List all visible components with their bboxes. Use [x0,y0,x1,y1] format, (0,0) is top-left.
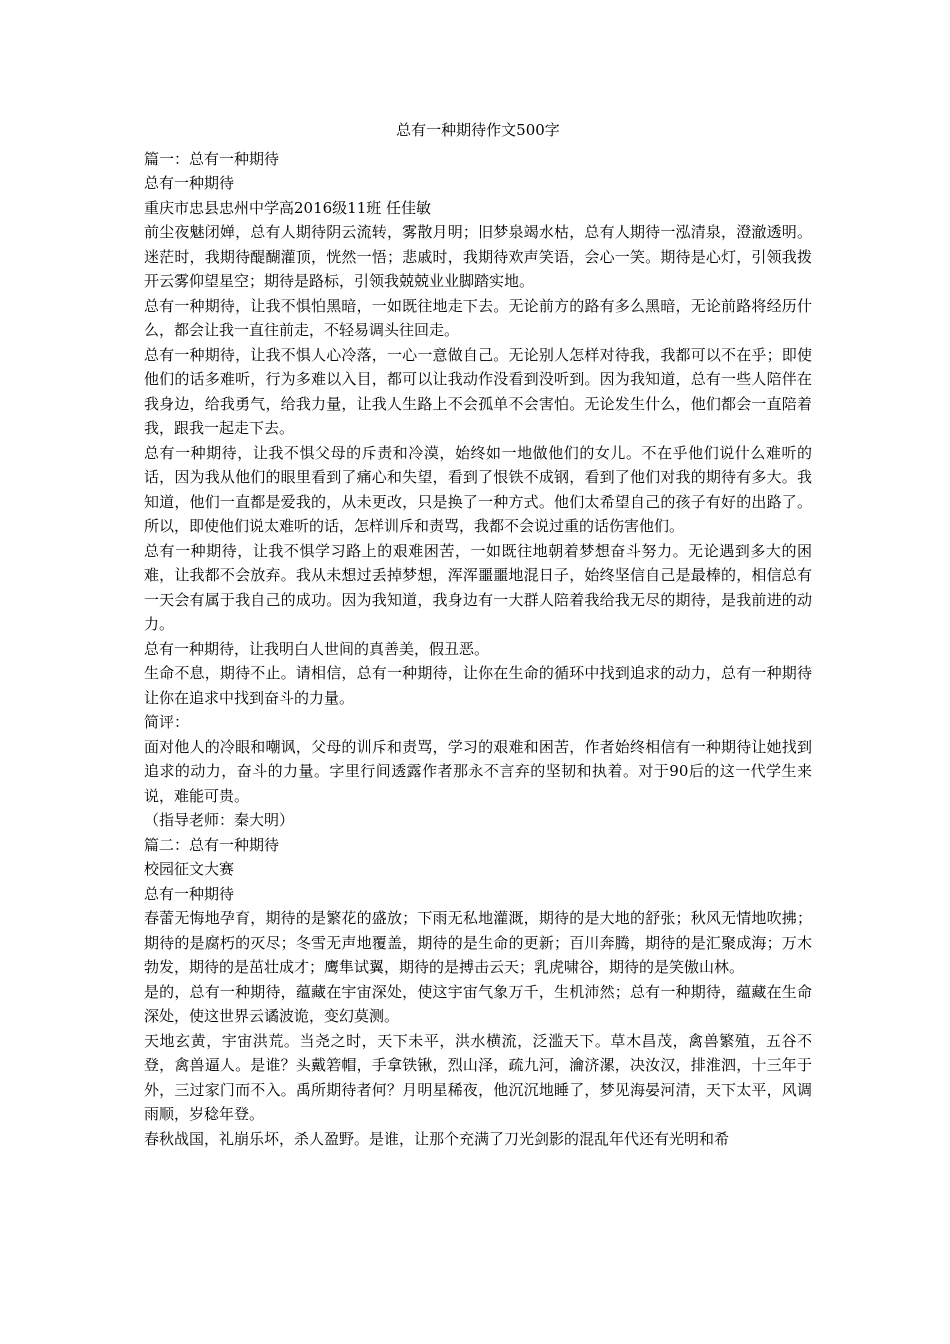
paragraph: 总有一种期待，让我不惧人心冷落，一心一意做自己。无论别人怎样对待我，我都可以不在乎；即使他们的话多难听，行为多难以入目，都可以让我动作没看到没听到。因为我知道，总有一些人陪伴在我身边，给我勇气，给我力量，让我人生路上不会孤单不会害怕。无论发生什么，他们都会一直陪着我，跟我一起走下去。 [144,345,812,437]
paragraph: 篇二：总有一种期待 [144,835,280,854]
paragraph: （指导老师：秦大明） [144,811,295,829]
paragraph: 总有一种期待，让我明白人世间的真善美，假丑恶。 [144,639,490,658]
paragraph: 校园征文大赛 [144,860,235,878]
paragraph: 重庆市忠县忠州中学高2016级11班 任佳敏 [144,198,432,217]
paragraph: 总有一种期待，让我不惧学习路上的艰难困苦，一如既往地朝着梦想奋斗努力。无论遇到多大的困难，让我都不会放弃。我从未想过丢掉梦想，浑浑噩噩地混日子，始终坚信自己是最棒的，相信总有一天会有属于我自己的成功。因为我知道，我身边有一大群人陪着我给我无尽的期待，是我前进的动力。 [144,541,812,633]
paragraph: 天地玄黄，宇宙洪荒。当尧之时，天下未平，洪水横流，泛滥天下。草木昌茂，禽兽繁殖，五谷不登，禽兽逼人。是谁？头戴箬帽，手拿铁锹，烈山泽，疏九河，瀹济漯，决汝汉，排淮泗，十三年于外，三过家门而不入。禹所期待者何？月明星稀夜，他沉沉地睡了，梦见海晏河清，天下太平，风调雨顺，岁稔年登。 [144,1031,812,1123]
paragraph: 总有一种期待 [144,174,235,192]
paragraph: 是的，总有一种期待，蕴藏在宇宙深处，使这宇宙气象万千，生机沛然；总有一种期待，蕴藏在生命深处，使这世界云谲波诡，变幻莫测。 [144,982,812,1025]
paragraph: 总有一种期待，让我不惧父母的斥责和冷漠，始终如一地做他们的女儿。不在乎他们说什么难听的话，因为我从他们的眼里看到了痛心和失望，看到了恨铁不成钢，看到了他们对我的期待有多大。我知道，他们一直都是爱我的，从未更改，只是换了一种方式。他们太希望自己的孩子有好的出路了。所以，即使他们说太难听的话，怎样训斥和责骂，我都不会说过重的话伤害他们。 [144,443,812,535]
document-title: 总有一种期待作文500字 [396,121,560,139]
paragraph: 篇一：总有一种期待 [144,149,280,168]
paragraph: 总有一种期待，让我不惧怕黑暗，一如既往地走下去。无论前方的路有多么黑暗，无论前路将经历什么，都会让我一直往前走，不轻易调头往回走。 [144,296,812,339]
paragraph: 春蕾无悔地孕育，期待的是繁花的盛放；下雨无私地灌溉，期待的是大地的舒张；秋风无情地吹拂；期待的是腐朽的灭尽；冬雪无声地覆盖，期待的是生命的更新；百川奔腾，期待的是汇聚成海；万木勃发，期待的是茁壮成才；鹰隼试翼，期待的是搏击云天；乳虎啸谷，期待的是笑傲山林。 [144,909,812,976]
paragraph: 简评： [144,713,190,731]
document-body [144,118,812,1151]
paragraph: 面对他人的冷眼和嘲讽，父母的训斥和责骂，学习的艰难和困苦，作者始终相信有一种期待让她找到追求的动力，奋斗的力量。字里行间透露作者那永不言弃的坚韧和执着。对于90后的这一代学生来说，难能可贵。 [144,737,812,805]
paragraph: 生命不息，期待不止。请相信，总有一种期待，让你在生命的循环中找到追求的动力，总有一种期待让你在追求中找到奋斗的力量。 [144,664,812,707]
paragraph: 前尘夜魅闭婵，总有人期待阴云流转，雾散月明；旧梦泉竭水枯，总有人期待一泓清泉，澄澈透明。迷茫时，我期待醍醐灌顶，恍然一悟；悲戚时，我期待欢声笑语，会心一笑。期待是心灯，引领我拨开云雾仰望星空；期待是路标，引领我兢兢业业脚踏实地。 [144,223,812,290]
paragraph: 总有一种期待 [144,884,235,903]
paragraph: 春秋战国，礼崩乐坏，杀人盈野。是谁，让那个充满了刀光剑影的混乱年代还有光明和希 [144,1129,730,1148]
